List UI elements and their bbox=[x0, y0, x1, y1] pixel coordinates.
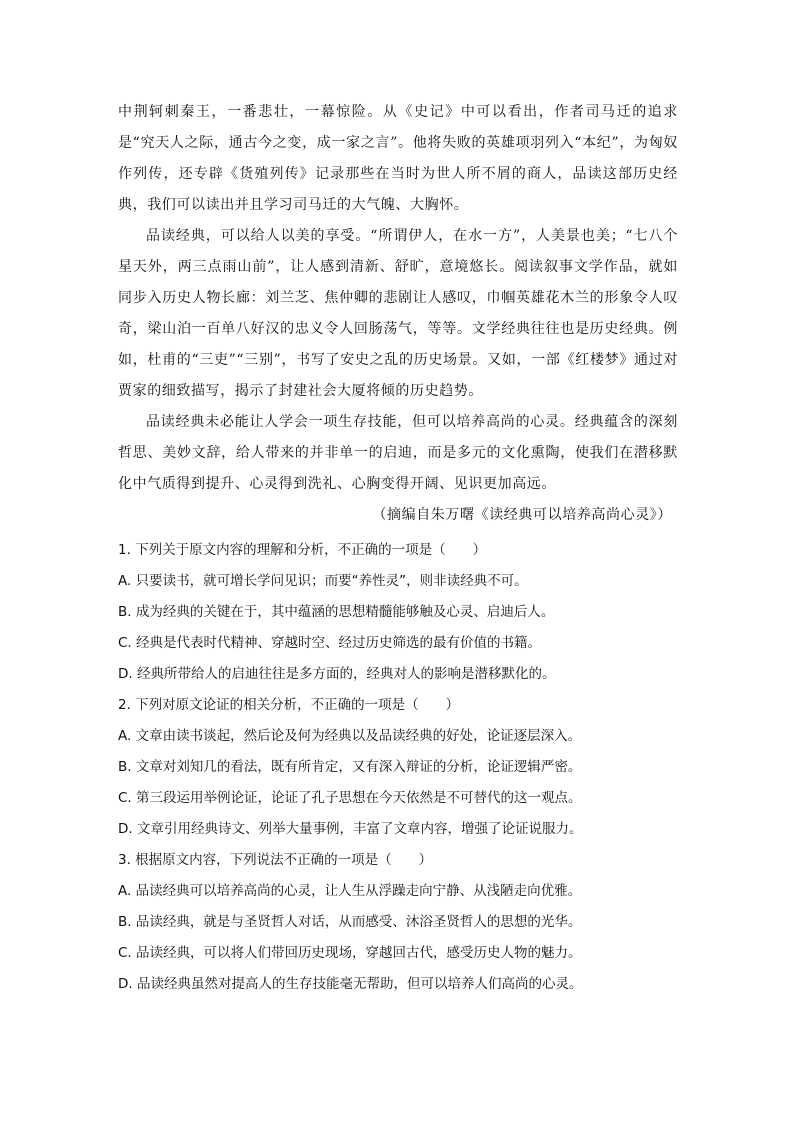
option-b[interactable]: B. 成为经典的关键在于，其中蕴涵的思想精髓能够触及心灵、启迪后人。 bbox=[118, 604, 555, 620]
option-b[interactable]: B. 品读经典，就是与圣贤哲人对话，从而感受、沐浴圣贤哲人的思想的光华。 bbox=[118, 914, 582, 930]
question-stem: 1. 下列关于原文内容的理解和分析，不正确的一项是（ ） bbox=[118, 542, 487, 558]
option-c[interactable]: C. 品读经典，可以将人们带回历史现场，穿越回古代，感受历史人物的魅力。 bbox=[118, 945, 582, 961]
question-1 bbox=[118, 535, 688, 690]
option-a[interactable]: A. 品读经典可以培养高尚的心灵，让人生从浮躁走向宁静、从浅陋走向优雅。 bbox=[118, 883, 582, 899]
passage-paragraph-3: 品读经典未必能让人学会一项生存技能，但可以培养高尚的心灵。经典蕴含的深刻哲思、美妙文辞，给人带来的并非单一的启迪，而是多元的文化熏陶，使我们在潜移默化中气质得到提升、心灵得到洗礼、心胸变得开阔、见识更加高远。 bbox=[118, 414, 678, 492]
question-list bbox=[118, 535, 688, 1000]
question-2 bbox=[118, 690, 688, 845]
option-c[interactable]: C. 经典是代表时代精神、穿越时空、经过历史筛选的最有价值的书籍。 bbox=[118, 635, 542, 651]
question-3 bbox=[118, 845, 688, 1000]
option-b[interactable]: B. 文章对刘知几的看法，既有所肯定，又有深入辩证的分析，论证逻辑严密。 bbox=[118, 759, 582, 775]
passage-paragraph-2: 品读经典，可以给人以美的享受。“所谓伊人，在水一方”，人美景也美；“七八个星天外，两三点雨山前”，让人感到清新、舒旷，意境悠长。阅读叙事文学作品，就如同步入历史人物长廊：刘兰芝、焦仲卿的悲剧让人感叹，巾帼英雄花木兰的形象令人叹奇，梁山泊一百单八好汉的忠义令人回肠荡气，等等。文学经典往往也是历史经典。例如，杜甫的“三吏”“三别”，书写了安史之乱的历史场景。又如，一部《红楼梦》通过对贾家的细致描写，揭示了封建社会大厦将倾的历史趋势。 bbox=[118, 228, 678, 399]
reading-passage bbox=[118, 97, 678, 531]
passage-paragraph-1: 中荆轲刺秦王，一番悲壮，一幕惊险。从《史记》中可以看出，作者司马迁的追求是“究天人之际，通古今之变，成一家之言”。他将失败的英雄项羽列入“本纪”，为匈奴作列传，还专辟《货殖列传》记录那些在当时为世人所不屑的商人，品读这部历史经典，我们可以读出并且学习司马迁的大气魄、大胸怀。 bbox=[118, 104, 678, 213]
option-a[interactable]: A. 文章由读书谈起，然后论及何为经典以及品读经典的好处，论证逐层深入。 bbox=[118, 728, 582, 744]
option-d[interactable]: D. 文章引用经典诗文、列举大量事例，丰富了文章内容，增强了论证说服力。 bbox=[118, 821, 583, 837]
option-d[interactable]: D. 品读经典虽然对提高人的生存技能毫无帮助，但可以培养人们高尚的心灵。 bbox=[118, 976, 583, 992]
question-stem: 2. 下列对原文论证的相关分析，不正确的一项是（ ） bbox=[118, 697, 460, 713]
option-a[interactable]: A. 只要读书，就可增长学问见识；而要“养性灵”，则非读经典不可。 bbox=[118, 573, 528, 589]
option-d[interactable]: D. 经典所带给人的启迪往往是多方面的，经典对人的影响是潜移默化的。 bbox=[118, 666, 556, 682]
passage-source: （摘编自朱万曙《读经典可以培养高尚心灵》） bbox=[372, 507, 672, 523]
question-stem: 3. 根据原文内容，下列说法不正确的一项是（ ） bbox=[118, 852, 433, 868]
option-c[interactable]: C. 第三段运用举例论证，论证了孔子思想在今天依然是不可替代的这一观点。 bbox=[118, 790, 582, 806]
